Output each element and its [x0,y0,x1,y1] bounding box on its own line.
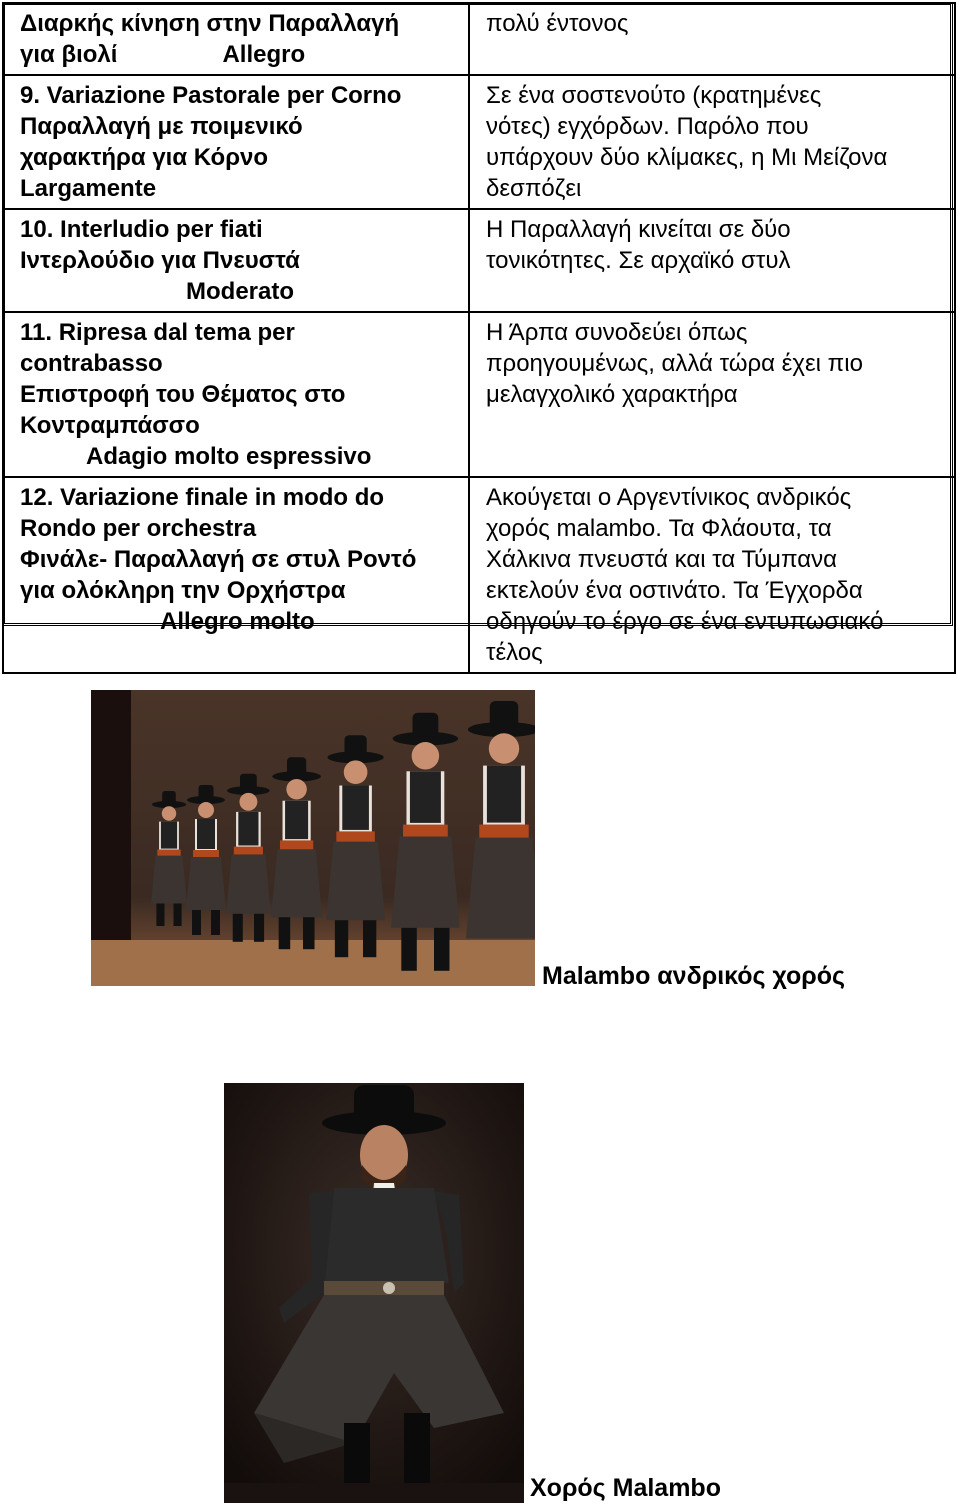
variation-title-line: Rondo per orchestra [20,515,257,542]
tempo-marking: Adagio molto espressivo [86,443,372,470]
variation-title-line: 11. Ripresa dal tema per [20,319,295,346]
description-line: οδηγούν το έργο σε ένα εντυπωσιακό [486,608,884,635]
variation-title-line: 9. Variazione Pastorale per Corno [20,82,402,109]
malambo-group-illustration [91,690,535,986]
variation-title-line: Παραλλαγή με ποιμενικό [20,113,303,140]
photo2-caption: Χορός Malambo [530,1474,721,1502]
description-line: μελαγχολικό χαρακτήρα [486,381,738,408]
variation-description-cell [469,3,955,75]
variation-description-cell [469,312,955,477]
variation-description-cell [469,477,955,673]
variation-title-cell [3,3,469,75]
malambo-group-photo [91,690,535,986]
variation-title-line: για βιολί Allegro [20,41,306,68]
variation-title-line: Ιντερλούδιο για Πνευστά [20,247,300,274]
description-line: νότες) εγχόρδων. Παρόλο που [486,113,809,140]
description-line: Σε ένα σοστενούτο (κρατημένες [486,82,822,109]
malambo-dancer-illustration [224,1083,524,1503]
description-line: προηγουμένως, αλλά τώρα έχει πιο [486,350,863,377]
description-line: Ακούγεται ο Αργεντίνικος ανδρικός [486,484,852,511]
table-row [3,477,955,673]
description-line: χορός malambo. Τα Φλάουτα, τα [486,515,832,542]
variation-title-line: Φινάλε- Παραλλαγή σε στυλ Ροντό [20,546,417,573]
tempo-marking: Moderato [186,278,294,305]
variation-title-line: 12. Variazione finale in modo do [20,484,385,511]
description-line: τέλος [486,639,543,666]
variation-title-line: contrabasso [20,350,163,377]
description-line: εκτελούν ένα οστινάτο. Τα Έγχορδα [486,577,863,604]
description-line: τονικότητες. Σε αρχαϊκό στυλ [486,247,791,274]
variation-title-cell [3,75,469,209]
malambo-dancer-photo [224,1083,524,1503]
variation-title-line: Κοντραμπάσσο [20,412,200,439]
variation-title-line: 10. Interludio per fiati [20,216,263,243]
description-line: δεσπόζει [486,175,582,202]
variation-title-cell [3,477,469,673]
variation-title-line: χαρακτήρα για Κόρνο [20,144,269,171]
variation-description-cell [469,209,955,312]
variation-title-line: για ολόκληρη την Ορχήστρα [20,577,346,604]
tempo-marking: Allegro [222,41,306,68]
table-row [3,3,955,75]
table-row [3,312,955,477]
table-row [3,209,955,312]
description-line: υπάρχουν δύο κλίμακες, η Μι Μείζονα [486,144,888,171]
photo1-caption: Malambo ανδρικός χορός [542,962,845,990]
variation-title-line: Διαρκής κίνηση στην Παραλλαγή [20,10,400,37]
variation-title-cell [3,209,469,312]
table-row [3,75,955,209]
tempo-marking: Allegro molto [160,608,315,635]
description-line: Η Παραλλαγή κινείται σε δύο [486,216,791,243]
description-line: Η Άρπα συνοδεύει όπως [486,319,748,346]
variation-title-line: Επιστροφή του Θέματος στο [20,381,346,408]
variation-description-cell [469,75,955,209]
tempo-marking: Largamente [20,175,157,202]
variation-title-cell [3,312,469,477]
description-line: Χάλκινα πνευστά και τα Τύμπανα [486,546,837,573]
variations-table [2,2,956,674]
description-line: πολύ έντονος [486,10,629,37]
